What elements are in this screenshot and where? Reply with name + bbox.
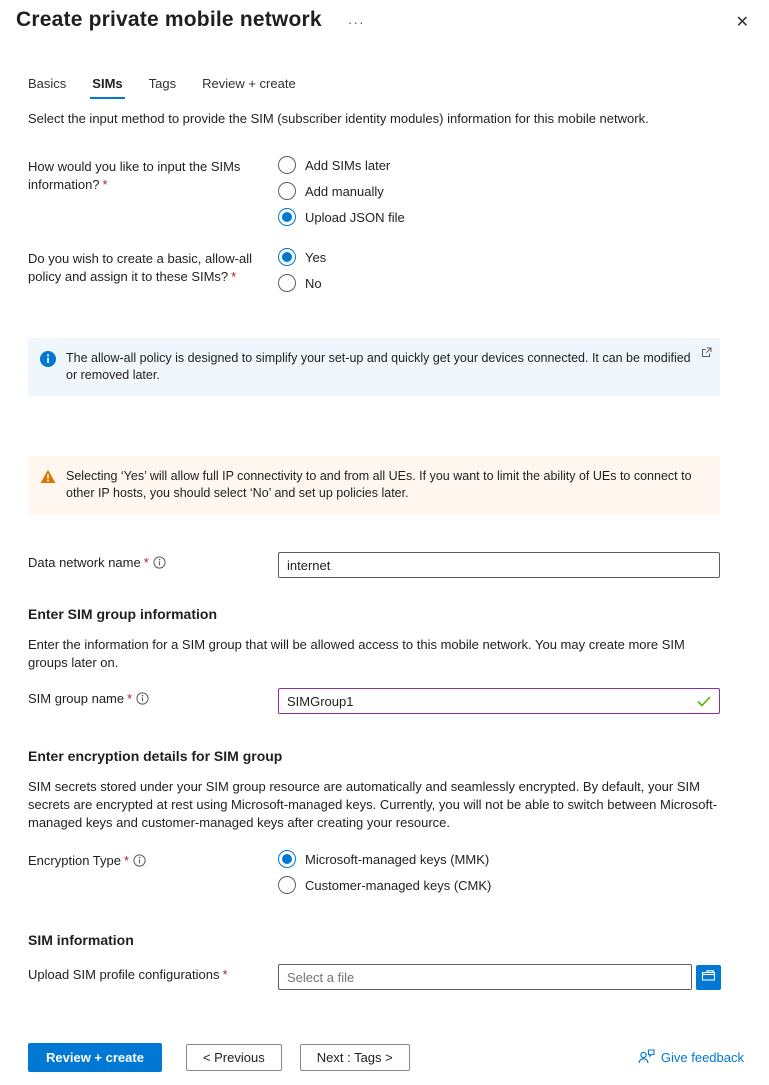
upload-sim-profile-label: [28, 964, 278, 990]
encryption-type-options: [278, 850, 720, 894]
radio-option-label: Add manually: [305, 183, 384, 199]
radio-icon[interactable]: [278, 156, 296, 174]
required-asterisk: *: [143, 555, 149, 570]
label-text: How would you like to input the SIMs information?: [28, 159, 241, 192]
wizard-tabs: [28, 76, 720, 99]
info-banner-text: The allow-all policy is designed to simplify your set-up and quickly get your devices connected. It can be modified or removed later.: [66, 351, 691, 382]
radio-option-microsoft-managed-keys[interactable]: [278, 850, 720, 868]
radio-icon[interactable]: [278, 850, 296, 868]
data-network-name-label: [28, 552, 278, 578]
info-banner: [28, 338, 720, 396]
sims-input-method-options: [278, 156, 720, 226]
required-asterisk: *: [231, 269, 237, 284]
upload-sim-profile-row: [28, 964, 720, 990]
info-tooltip-icon[interactable]: [153, 556, 166, 574]
required-asterisk: *: [127, 691, 133, 706]
radio-option-label: Customer-managed keys (CMK): [305, 877, 492, 893]
radio-icon[interactable]: [278, 208, 296, 226]
sims-input-method-row: [28, 156, 720, 226]
sims-input-method-label: [28, 156, 278, 226]
radio-icon[interactable]: [278, 876, 296, 894]
radio-icon[interactable]: [278, 182, 296, 200]
intro-text: Select the input method to provide the SIM (subscriber identity modules) information for this mobile network.: [28, 111, 649, 126]
more-options-button[interactable]: ···: [347, 14, 365, 30]
info-tooltip-icon[interactable]: [136, 692, 149, 710]
external-link-icon[interactable]: [701, 346, 712, 363]
give-feedback-link[interactable]: [638, 1049, 744, 1067]
valid-check-icon: [697, 694, 711, 712]
required-asterisk: *: [222, 967, 228, 982]
panel-body: [0, 76, 769, 990]
radio-option-upload-json-file[interactable]: [278, 208, 720, 226]
allow-all-policy-options: [278, 248, 720, 292]
radio-option-customer-managed-keys[interactable]: [278, 876, 720, 894]
tab-basics[interactable]: Basics: [28, 76, 67, 91]
radio-icon[interactable]: [278, 274, 296, 292]
sim-group-section-heading: Enter SIM group information: [28, 606, 217, 622]
warning-icon: [40, 469, 56, 502]
encryption-section-heading: Enter encryption details for SIM group: [28, 748, 283, 764]
allow-all-policy-row: [28, 248, 720, 292]
review-create-button[interactable]: Review + create: [28, 1043, 162, 1072]
radio-option-add-sims-later[interactable]: [278, 156, 720, 174]
label-text: Data network name: [28, 555, 141, 570]
sim-group-name-label: [28, 688, 278, 714]
label-text: SIM group name: [28, 691, 125, 706]
warning-banner-text: Selecting ‘Yes’ will allow full IP connectivity to and from all UEs. If you want to limit the ability of UEs to connect to other IP hosts, you should select ‘No’ and set up policies later.: [66, 469, 692, 500]
radio-option-yes[interactable]: [278, 248, 720, 266]
previous-button[interactable]: < Previous: [186, 1044, 282, 1071]
data-network-name-input[interactable]: [278, 552, 720, 578]
radio-option-no[interactable]: [278, 274, 720, 292]
page-title: Create private mobile network: [16, 8, 322, 31]
radio-option-add-manually[interactable]: [278, 182, 720, 200]
close-button[interactable]: ✕: [735, 14, 749, 31]
panel-footer: [0, 1038, 769, 1085]
feedback-label: Give feedback: [660, 1050, 744, 1065]
required-asterisk: *: [123, 853, 130, 868]
required-asterisk: *: [102, 177, 108, 192]
radio-option-label: Add SIMs later: [305, 157, 391, 173]
folder-icon: [701, 969, 716, 985]
radio-option-label: Yes: [305, 249, 327, 265]
radio-option-label: No: [305, 275, 322, 291]
warning-banner: [28, 456, 720, 514]
feedback-icon: [638, 1049, 655, 1067]
browse-file-button[interactable]: [696, 965, 721, 990]
sim-group-name-input[interactable]: [278, 688, 720, 714]
info-icon: [40, 351, 56, 384]
panel-header: [0, 0, 769, 32]
tab-tags[interactable]: Tags: [148, 76, 177, 91]
radio-icon[interactable]: [278, 248, 296, 266]
sim-group-section-description: Enter the information for a SIM group that will be allowed access to this mobile network. You may create more SIM groups later on.: [28, 637, 685, 670]
encryption-type-row: [28, 850, 720, 894]
sim-group-name-row: [28, 688, 720, 714]
encryption-type-label: [28, 850, 278, 894]
next-tags-button[interactable]: Next : Tags >: [300, 1044, 410, 1071]
tab-review-create[interactable]: Review + create: [202, 76, 296, 91]
label-text: Do you wish to create a basic, allow-all policy and assign it to these SIMs?: [28, 251, 252, 284]
encryption-section-description: SIM secrets stored under your SIM group resource are automatically and seamlessly encrypted. By default, your SIM secrets are encrypted at rest using Microsoft-managed keys. Currently, you will not be able to switch between Microsoft-managed keys and customer-managed keys after creating your resource.: [28, 779, 718, 830]
data-network-name-row: [28, 552, 720, 578]
allow-all-policy-label: [28, 248, 278, 292]
radio-option-label: Microsoft-managed keys (MMK): [305, 851, 490, 867]
tab-sims[interactable]: SIMs: [92, 76, 122, 99]
sim-information-section-heading: SIM information: [28, 932, 134, 948]
label-text: Upload SIM profile configurations: [28, 967, 220, 982]
radio-option-label: Upload JSON file: [305, 209, 405, 225]
file-select-input[interactable]: [278, 964, 692, 990]
info-tooltip-icon[interactable]: [133, 854, 146, 872]
label-text: Encryption Type: [28, 853, 121, 868]
